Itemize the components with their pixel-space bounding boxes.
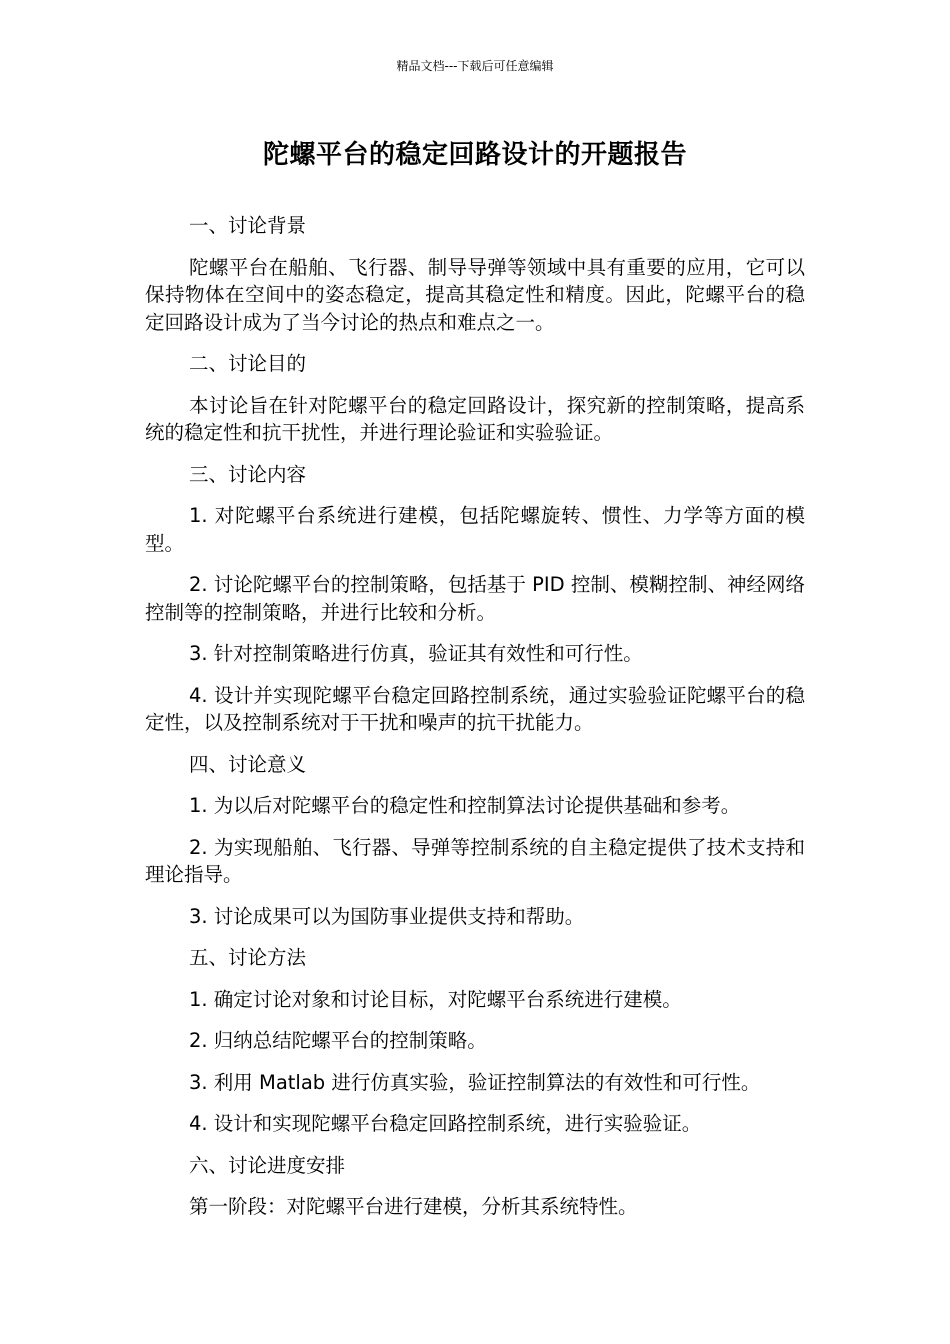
list-item: 1. 确定讨论对象和讨论目标，对陀螺平台系统进行建模。	[189, 987, 682, 1011]
document-body	[145, 212, 805, 1235]
list-item: 3. 讨论成果可以为国防事业提供支持和帮助。	[189, 904, 585, 928]
paragraph-schedule-phase-1: 第一阶段：对陀螺平台进行建模，分析其系统特性。	[189, 1195, 638, 1218]
document-title: 陀螺平台的稳定回路设计的开题报告	[262, 140, 687, 170]
paragraph-background: 陀螺平台在船舶、飞行器、制导导弹等领域中具有重要的应用，它可以保持物体在空间中的姿态稳定，提高其稳定性和精度。因此，陀螺平台的稳定回路设计成为了当今讨论的热点和难点之一。	[145, 255, 805, 334]
section-heading-schedule: 六、讨论进度安排	[189, 1153, 346, 1177]
list-item: 2. 为实现船舶、飞行器、导弹等控制系统的自主稳定提供了技术支持和理论指导。	[145, 835, 805, 886]
page-header: 精品文档---下载后可任意编辑	[396, 59, 554, 73]
list-item: 4. 设计并实现陀螺平台稳定回路控制系统，通过实验验证陀螺平台的稳定性，以及控制系统对于干扰和噪声的抗干扰能力。	[145, 683, 805, 734]
list-item: 1. 对陀螺平台系统进行建模，包括陀螺旋转、惯性、力学等方面的模型。	[145, 504, 805, 555]
section-heading-method: 五、讨论方法	[189, 946, 307, 969]
paragraph-purpose: 本讨论旨在针对陀螺平台的稳定回路设计，探究新的控制策略，提高系统的稳定性和抗干扰性，并进行理论验证和实验验证。	[145, 393, 805, 444]
list-item: 4. 设计和实现陀螺平台稳定回路控制系统，进行实验验证。	[189, 1112, 702, 1135]
section-heading-background: 一、讨论背景	[189, 214, 307, 237]
list-item: 3. 利用 Matlab 进行仿真实验，验证控制算法的有效性和可行性。	[189, 1070, 761, 1094]
section-heading-purpose: 二、讨论目的	[189, 352, 307, 375]
section-heading-content: 三、讨论内容	[189, 462, 307, 486]
list-item: 1. 为以后对陀螺平台的稳定性和控制算法讨论提供基础和参考。	[189, 794, 741, 817]
list-item: 3. 针对控制策略进行仿真，验证其有效性和可行性。	[189, 642, 643, 665]
list-item: 2. 讨论陀螺平台的控制策略，包括基于 PID 控制、模糊控制、神经网络控制等的控制策略，并进行比较和分析。	[145, 573, 805, 624]
section-heading-significance: 四、讨论意义	[189, 752, 307, 776]
list-item: 2. 归纳总结陀螺平台的控制策略。	[189, 1029, 487, 1052]
